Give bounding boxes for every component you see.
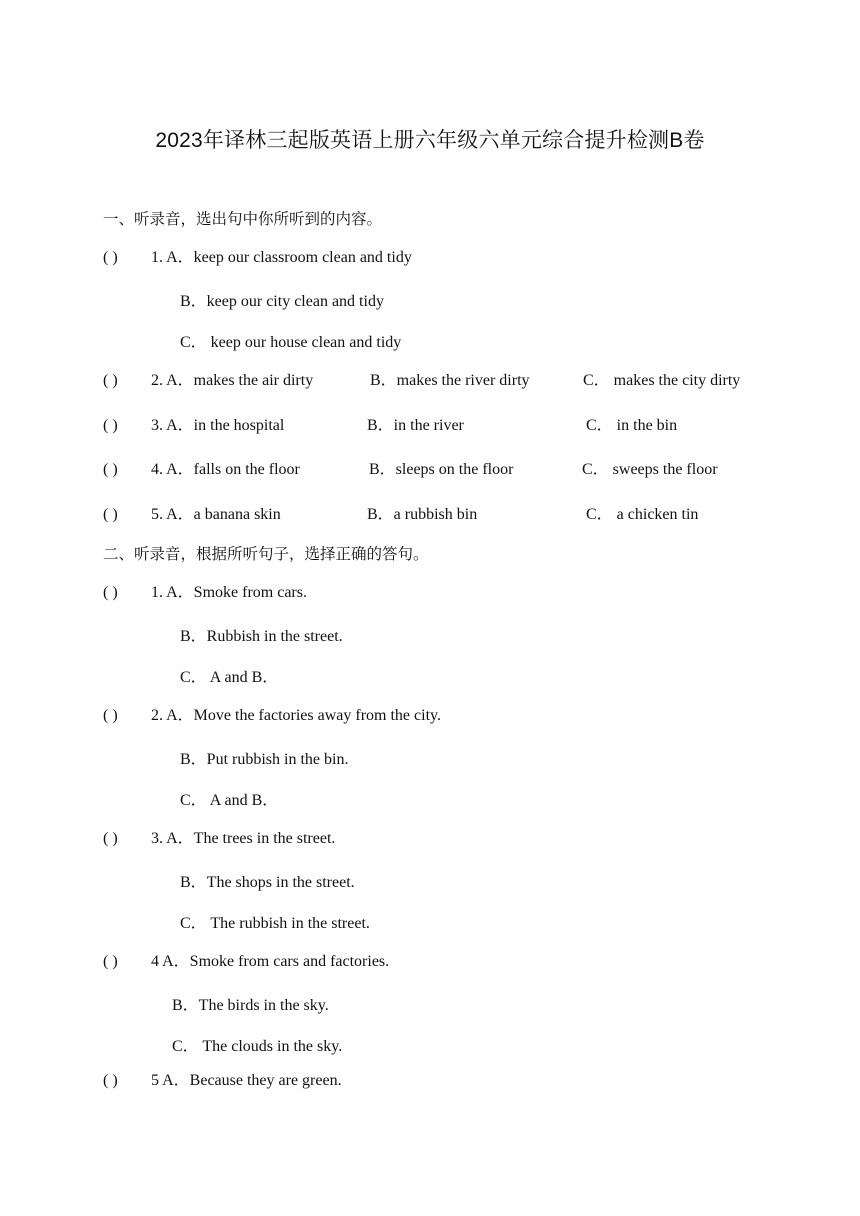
- option-c: C． The rubbish in the street.: [180, 915, 370, 932]
- answer-blank[interactable]: ( ): [103, 830, 118, 847]
- option-b: B．in the river: [367, 417, 464, 434]
- answer-blank[interactable]: ( ): [103, 417, 118, 434]
- answer-blank[interactable]: ( ): [103, 1072, 118, 1089]
- option-c: C． A and B．: [180, 669, 279, 686]
- option-b: B．The birds in the sky.: [172, 997, 329, 1014]
- answer-blank[interactable]: ( ): [103, 249, 118, 266]
- option-a: 2. A．Move the factories away from the city.: [151, 707, 441, 724]
- option-c: C． The clouds in the sky.: [172, 1038, 343, 1055]
- option-b: B．Rubbish in the street.: [180, 628, 343, 645]
- option-c: C． in the bin: [586, 417, 678, 434]
- option-a: 1. A．Smoke from cars.: [151, 584, 307, 601]
- answer-blank[interactable]: ( ): [103, 584, 118, 601]
- option-c: C． A and B．: [180, 792, 279, 809]
- option-b: B．keep our city clean and tidy: [180, 293, 384, 310]
- section-1-heading: 一、听录音，选出句中你所听到的内容。: [103, 210, 383, 228]
- answer-blank[interactable]: ( ): [103, 372, 118, 389]
- answer-blank[interactable]: ( ): [103, 506, 118, 523]
- option-b: B．sleeps on the floor: [369, 461, 514, 478]
- option-b: B．a rubbish bin: [367, 506, 478, 523]
- option-c: C． a chicken tin: [586, 506, 699, 523]
- option-a: 4. A．falls on the floor: [151, 461, 300, 478]
- answer-blank[interactable]: ( ): [103, 461, 118, 478]
- option-c: C． keep our house clean and tidy: [180, 334, 402, 351]
- answer-blank[interactable]: ( ): [103, 953, 118, 970]
- section-2-heading: 二、听录音，根据所听句子，选择正确的答句。: [103, 545, 429, 563]
- option-b: B．makes the river dirty: [370, 372, 530, 389]
- option-a: 5 A．Because they are green.: [151, 1072, 342, 1089]
- option-b: B．Put rubbish in the bin.: [180, 751, 349, 768]
- option-a: 1. A．keep our classroom clean and tidy: [151, 249, 412, 266]
- option-a: 2. A．makes the air dirty: [151, 372, 314, 389]
- option-c: C． sweeps the floor: [582, 461, 718, 478]
- answer-blank[interactable]: ( ): [103, 707, 118, 724]
- option-a: 3. A．The trees in the street.: [151, 830, 336, 847]
- option-a: 4 A．Smoke from cars and factories.: [151, 953, 390, 970]
- option-b: B．The shops in the street.: [180, 874, 355, 891]
- page-title: 2023年译林三起版英语上册六年级六单元综合提升检测B卷: [155, 129, 705, 152]
- option-a: 5. A．a banana skin: [151, 506, 281, 523]
- option-c: C． makes the city dirty: [583, 372, 741, 389]
- option-a: 3. A．in the hospital: [151, 417, 285, 434]
